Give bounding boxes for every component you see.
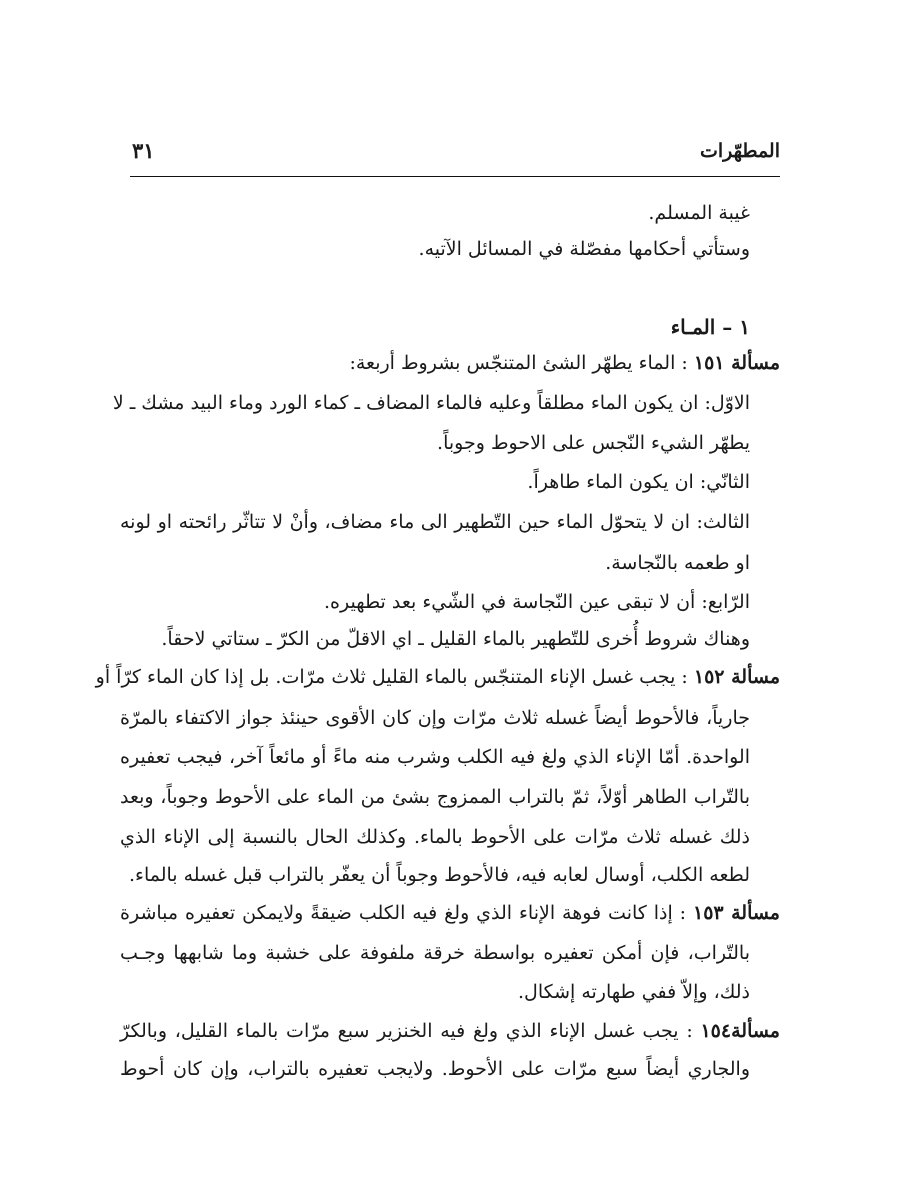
text-line: ذلك غسله ثلاث مرّات على الأحوط بالماء. وكذلك الحال بالنسبة إلى الإناء الذي bbox=[120, 826, 750, 848]
text-line: والجاري أيضاً سبع مرّات على الأحوط. ولايجب تعفيره بالتراب، وإن كان أحوط bbox=[120, 1058, 750, 1080]
text-line: او طعمه بالنّجاسة. bbox=[605, 552, 750, 574]
text-line: الثالث: ان لا يتحوّل الماء حين التّطهير الى ماء مضاف، وأنْ لا تتاثّر رائحته او لونه bbox=[120, 511, 750, 533]
issue-line: مسألة ١٥١ : الماء يطهّر الشئ المتنجّس بشروط أربعة: bbox=[349, 352, 780, 374]
issue-number: مسألة ١٥٣ bbox=[692, 902, 780, 924]
text-line: ذلك، وإلاّ ففي طهارته إشكال. bbox=[517, 981, 750, 1003]
text-line: غيبة المسلم. bbox=[648, 202, 750, 224]
text-line: الثانّي: ان يكون الماء طاهراً. bbox=[527, 471, 750, 493]
section-heading: ١ – المـاء bbox=[670, 315, 750, 339]
page-header bbox=[130, 140, 780, 170]
text-line: يطهّر الشيء النّجس على الاحوط وجوباً. bbox=[437, 432, 750, 454]
issue-number: مسألة ١٥٢ bbox=[693, 666, 780, 688]
text-line: الواحدة. أمّا الإناء الذي ولغ فيه الكلب وشرب منه ماءً أو مائعاً آخر، فيجب تعفيره bbox=[120, 746, 750, 768]
text-line: بالتّراب، فإن أمكن تعفيره بواسطة خرقة ملفوفة على خشبة وما شابهها وجـب bbox=[120, 942, 750, 964]
running-title: المطهّرات bbox=[699, 140, 780, 162]
text-line: لطعه الكلب، أوسال لعابه فيه، فالأحوط وجوباً أن يعفّر بالتراب قبل غسله بالماء. bbox=[128, 864, 750, 886]
header-rule bbox=[130, 176, 780, 177]
text-line: وهناك شروط أُخرى للتّطهير بالماء القليل ـ اي الاقلّ من الكرّ ـ ستاتي لاحقاً. bbox=[161, 628, 750, 650]
issue-line: مسألة ١٥٣ : إذا كانت فوهة الإناء الذي ولغ فيه الكلب ضيقةً ولايمكن تعفيره مباشرة bbox=[120, 902, 780, 924]
text-line: وستأتي أحكامها مفصّلة في المسائل الآتيه. bbox=[418, 238, 750, 260]
text-line: جارياً، فالأحوط أيضاً غسله ثلاث مرّات وإن كان الأقوى حينئذ جواز الاكتفاء بالمرّة bbox=[120, 707, 750, 729]
text-line: الاوّل: ان يكون الماء مطلقاً وعليه فالماء المضاف ـ كماء الورد وماء البيد مشك ـ لا bbox=[112, 392, 750, 414]
text-line: الرّابع: أن لا تبقى عين النّجاسة في الشّيء بعد تطهيره. bbox=[324, 591, 750, 613]
issue-line: مسألة١٥٤ : يجب غسل الإناء الذي ولغ فيه الخنزير سبع مرّات بالماء القليل، وبالكرّ bbox=[120, 1020, 780, 1042]
issue-line: مسألة ١٥٢ : يجب غسل الإناء المتنجّس بالماء القليل ثلاث مرّات. بل إذا كان الماء كرّاً أو bbox=[95, 666, 780, 688]
issue-number: مسألة ١٥١ bbox=[693, 352, 780, 374]
issue-number: مسألة١٥٤ bbox=[700, 1020, 780, 1042]
page-number: ٣١ bbox=[132, 138, 155, 163]
text-line: بالتّراب الطاهر أوّلاً، ثمّ بالتراب الممزوج بشئ من الماء على الأحوط وجوباً، وبعد bbox=[120, 786, 750, 808]
